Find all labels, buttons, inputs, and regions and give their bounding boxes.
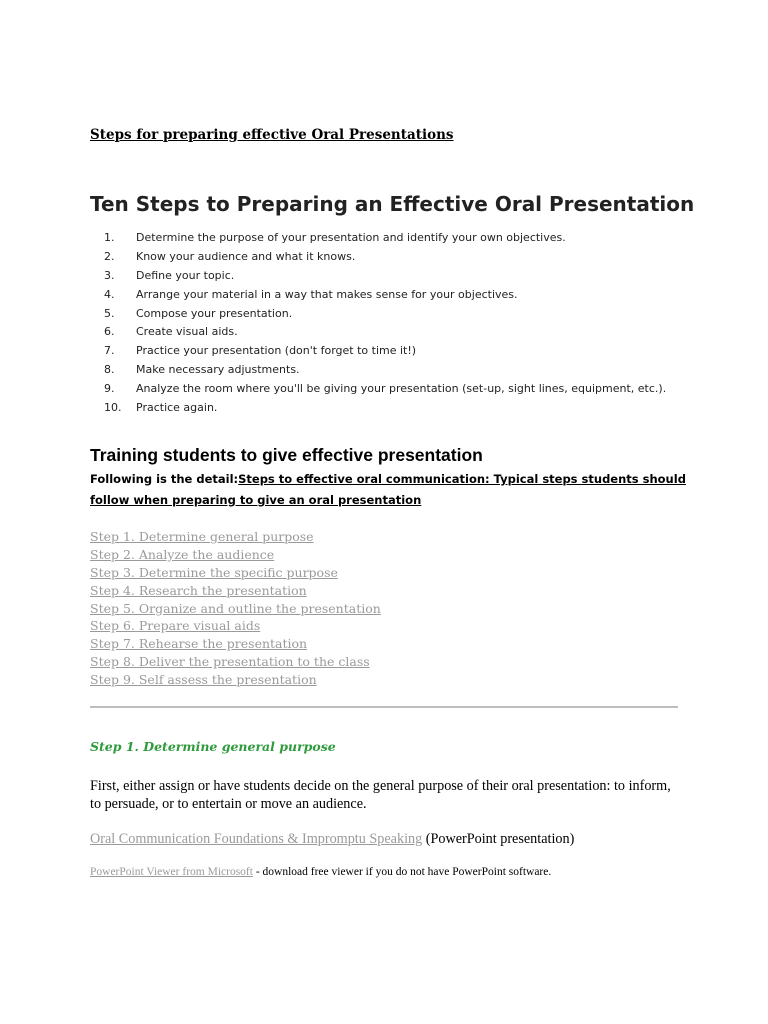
list-item [90, 286, 666, 305]
list-item-number: 7. [104, 344, 115, 358]
step-link-2[interactable]: Step 2. Analyze the audience [90, 546, 275, 562]
list-item-number: 4. [104, 287, 115, 301]
ten-steps-list [90, 229, 666, 418]
list-item-text: Practice again. [136, 401, 218, 415]
viewer-suffix: - download free viewer if you do not have PowerPoint software. [252, 866, 552, 878]
detail-prefix: Following is the detail: [90, 472, 239, 486]
resource-suffix: (PowerPoint presentation) [422, 831, 575, 847]
step-link-8[interactable]: Step 8. Deliver the presentation to the class [90, 654, 370, 670]
list-item-text: Determine the purpose of your presentation and identify your own objectives. [136, 231, 566, 244]
list-item-text: Make necessary adjustments. [136, 363, 300, 377]
resource-link[interactable]: Oral Communication Foundations & Impromptu Speaking [90, 831, 423, 847]
list-item-text: Create visual aids. [136, 325, 238, 339]
list-item-text: Define your topic. [136, 268, 235, 282]
list-item [90, 267, 666, 286]
list-item-number: 6. [104, 325, 115, 339]
list-item [90, 248, 666, 267]
step-link-3[interactable]: Step 3. Determine the specific purpose [90, 564, 338, 580]
step-link-6[interactable]: Step 6. Prepare visual aids [90, 618, 261, 634]
step-link-5[interactable]: Step 5. Organize and outline the presentation [90, 600, 381, 616]
list-item [90, 323, 666, 342]
list-item-text: Analyze the room where you'll be giving your presentation (set-up, sight lines, equipment, etc.). [136, 382, 667, 396]
list-item [90, 380, 666, 399]
list-item [90, 600, 381, 618]
step-link-9[interactable]: Step 9. Self assess the presentation [90, 672, 317, 688]
viewer-link[interactable]: PowerPoint Viewer from Microsoft [90, 866, 253, 878]
step1-paragraph: First, either assign or have students decide on the general purpose of their oral presentation: to inform, to persuade, or to entertain or move an audience. [90, 778, 671, 812]
list-item [90, 399, 666, 418]
resource-line [90, 831, 574, 848]
main-heading: Ten Steps to Preparing an Effective Oral Presentation [90, 192, 695, 216]
document-title: Steps for preparing effective Oral Presentations [90, 127, 454, 143]
list-item [90, 635, 381, 653]
section-divider [90, 706, 678, 708]
viewer-line [90, 866, 551, 878]
list-item [90, 361, 666, 380]
step1-heading: Step 1. Determine general purpose [90, 739, 336, 754]
training-heading: Training students to give effective presentation [90, 445, 483, 465]
step-link-1[interactable]: Step 1. Determine general purpose [90, 529, 314, 544]
list-item [90, 546, 381, 564]
list-item-number: 8. [104, 363, 115, 377]
list-item [90, 229, 666, 248]
list-item [90, 564, 381, 582]
list-item [90, 617, 381, 635]
list-item-text: Arrange your material in a way that makes sense for your objectives. [136, 287, 518, 301]
list-item [90, 305, 666, 324]
step-link-4[interactable]: Step 4. Research the presentation [90, 582, 307, 598]
list-item [90, 671, 381, 689]
list-item [90, 528, 381, 546]
list-item-text: Compose your presentation. [136, 306, 293, 320]
list-item [90, 342, 666, 361]
list-item-text: Know your audience and what it knows. [136, 249, 356, 263]
step-link-7[interactable]: Step 7. Rehearse the presentation [90, 636, 308, 652]
list-item [90, 582, 381, 600]
step-links-list [90, 528, 381, 689]
list-item-number: 3. [104, 268, 115, 282]
list-item [90, 653, 381, 671]
list-item-number: 1. [104, 231, 115, 244]
detail-link[interactable]: Steps to effective oral communication: Typical steps students should follow when preparing to give an oral presentation [90, 472, 686, 507]
detail-paragraph [90, 469, 690, 511]
list-item-number: 9. [104, 382, 115, 396]
list-item-number: 2. [104, 249, 115, 263]
list-item-number: 5. [104, 306, 115, 320]
list-item-number: 10. [104, 401, 122, 415]
list-item-text: Practice your presentation (don't forget to time it!) [136, 344, 417, 358]
